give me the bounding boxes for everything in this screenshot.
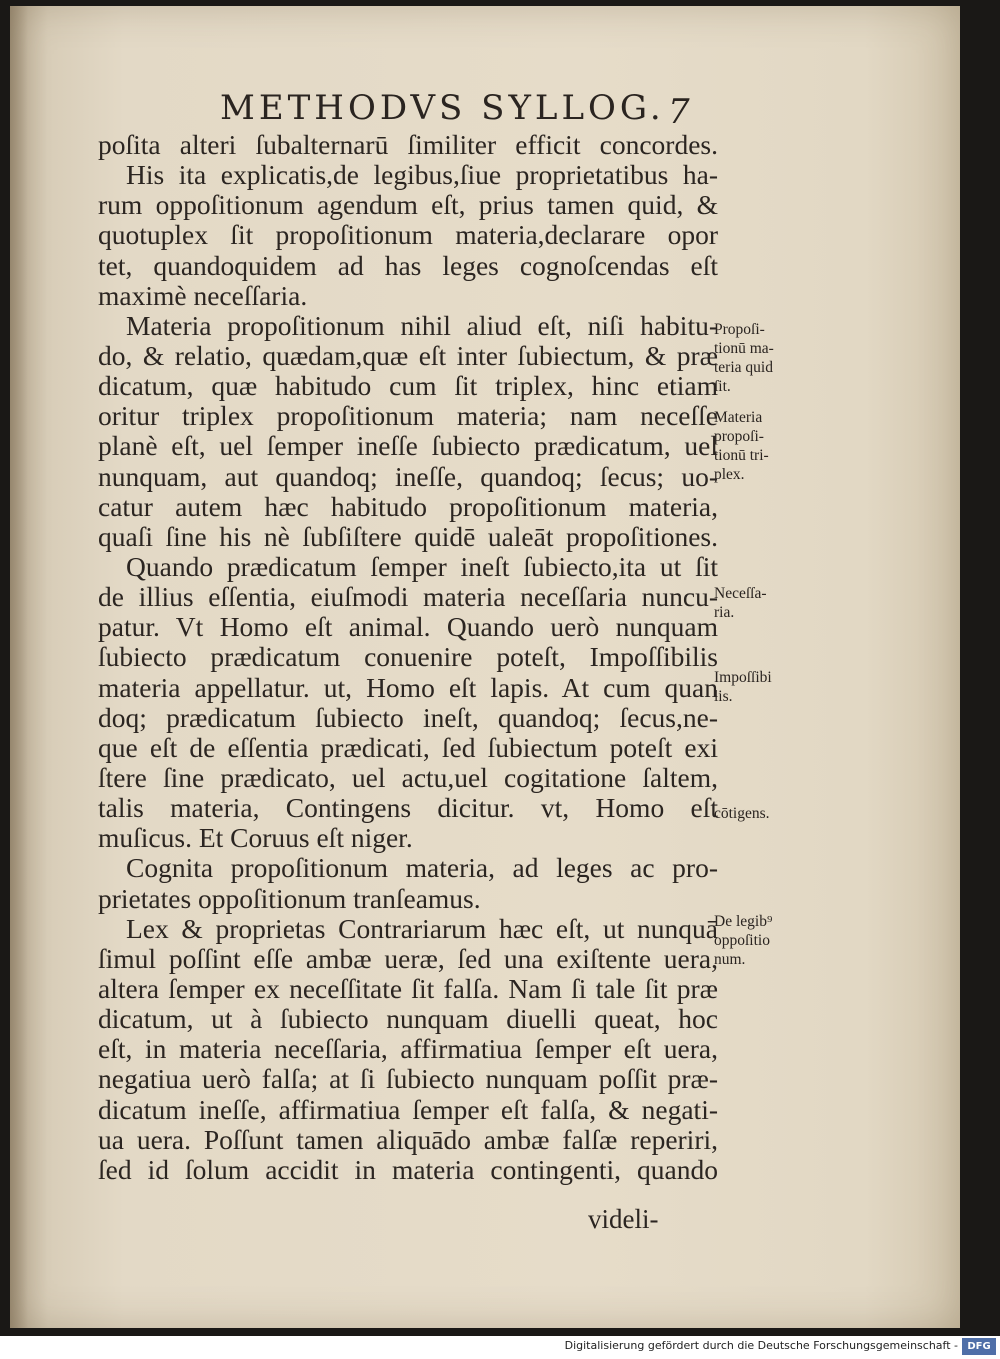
- text-line: ſtere ſine prædicato, uel actu,uel cogitatione ſaltem,: [98, 761, 718, 793]
- margin-note-line: Impoſſibi: [714, 669, 772, 686]
- margin-note-line: propoſi-: [714, 428, 764, 445]
- margin-note: [714, 320, 824, 396]
- margin-note: [714, 804, 824, 823]
- text-line: que eſt de eſſentia prædicati, ſed ſubiectum poteſt exi: [98, 731, 718, 763]
- text-line: Quando prædicatum ſemper ineſt ſubiecto,ita ut ſit: [126, 550, 718, 582]
- text-line: dicatum ineſſe, affirmatiua ſemper eſt falſa, & negati-: [98, 1093, 718, 1125]
- text-line: Materia propoſitionum nihil aliud eſt, niſi habitu-: [126, 309, 718, 341]
- margin-note-line: Neceſſa-: [714, 585, 767, 602]
- margin-note: [714, 912, 824, 969]
- margin-note: [714, 408, 824, 484]
- text-line: negatiua uerò falſa; at ſi ſubiecto nunquam poſſit præ-: [98, 1063, 718, 1095]
- text-line: ſubiecto prædicatum conuenire poteſt, Impoſſibilis: [98, 641, 718, 673]
- margin-note-line: oppoſitio: [714, 932, 770, 949]
- text-line: ſimul poſſint eſſe ambæ ueræ, ſed una exiſtente uera,: [98, 942, 718, 974]
- text-line: prietates oppoſitionum tranſeamus.: [98, 882, 481, 914]
- margin-note-line: lis.: [714, 688, 733, 705]
- text-line: nunquam, aut quandoq; ineſſe, quandoq; ſecus; uo-: [98, 460, 718, 492]
- text-line: ua uera. Poſſunt tamen aliquādo ambæ falſæ reperiri,: [98, 1123, 718, 1155]
- text-line: maximè neceſſaria.: [98, 279, 308, 311]
- text-line: dicatum, quæ habitudo cum ſit triplex, hinc etiam: [98, 370, 718, 402]
- dfg-logo: DFG: [962, 1338, 996, 1355]
- text-line: Lex & proprietas Contrariarum hæc eſt, ut nunquā: [126, 912, 718, 944]
- margin-note-line: plex.: [714, 466, 745, 483]
- text-line: His ita explicatis,de legibus,ſiue proprietatibus ha-: [126, 159, 718, 191]
- margin-note-line: Propoſi-: [714, 321, 765, 338]
- margin-note-line: ria.: [714, 604, 735, 621]
- margin-note-line: num.: [714, 951, 746, 968]
- text-line: tet, quandoquidem ad has leges cognoſcendas eſt: [98, 249, 718, 281]
- body-text: [98, 130, 718, 1185]
- margin-note-line: cōtigens.: [714, 805, 770, 822]
- catchword: videli-: [588, 1204, 659, 1234]
- margin-note-line: tionū ma-: [714, 340, 774, 357]
- text-line: talis materia, Contingens dicitur. vt, Homo eſt: [98, 792, 718, 824]
- footer-bar: [0, 1336, 1000, 1359]
- text-line: doq; prædicatum ſubiecto ineſt, quandoq; ſecus,ne-: [98, 701, 718, 733]
- text-line: do, & relatio, quædam,quæ eſt inter ſubiectum, & præ: [98, 339, 718, 371]
- margin-note-line: ſit.: [714, 378, 731, 395]
- margin-note-line: tionū tri-: [714, 447, 769, 464]
- text-line: muſicus. Et Coruus eſt niger.: [98, 822, 413, 854]
- margin-note-line: teria quid: [714, 359, 773, 376]
- running-header: METHODVS SYLLOG.: [220, 88, 665, 128]
- text-line: ſed id ſolum accidit in materia contingenti, quando: [98, 1153, 718, 1185]
- text-line: Cognita propoſitionum materia, ad leges ac pro-: [126, 852, 718, 884]
- text-line: quaſi ſine his nè ſubſiſtere quidē ualeāt propoſitiones.: [98, 520, 718, 552]
- margin-note: [714, 584, 824, 622]
- funding-credit: Digitalisierung gefördert durch die Deutsche Forschungsgemeinschaft -: [564, 1339, 958, 1352]
- text-line: catur autem hæc habitudo propoſitionum materia,: [98, 490, 718, 522]
- text-line: poſita alteri ſubalternarū ſimiliter efficit concordes.: [98, 129, 718, 160]
- text-line: planè eſt, uel ſemper ineſſe ſubiecto prædicatum, uel: [98, 430, 718, 462]
- page-number: 7: [668, 92, 690, 132]
- text-line: oritur triplex propoſitionum materia; nam neceſſe: [98, 400, 718, 432]
- text-line: dicatum, ut à ſubiecto nunquam diuelli queat, hoc: [98, 1003, 718, 1035]
- text-line: altera ſemper ex neceſſitate ſit falſa. Nam ſi tale ſit præ: [98, 972, 718, 1004]
- text-line: quotuplex ſit propoſitionum materia,declarare opor: [98, 219, 718, 251]
- text-line: eſt, in materia neceſſaria, affirmatiua ſemper eſt uera,: [98, 1033, 718, 1065]
- text-line: patur. Vt Homo eſt animal. Quando uerò nunquam: [98, 611, 718, 643]
- margin-note-line: Materia: [714, 409, 763, 426]
- text-line: rum oppoſitionum agendum eſt, prius tamen quid, &: [98, 189, 718, 221]
- text-line: de illius eſſentia, eiuſmodi materia neceſſaria nuncu-: [98, 581, 718, 613]
- margin-note: [714, 668, 824, 706]
- text-line: materia appellatur. ut, Homo eſt lapis. At cum quan: [98, 671, 718, 703]
- margin-note-line: De legib⁹: [714, 913, 773, 930]
